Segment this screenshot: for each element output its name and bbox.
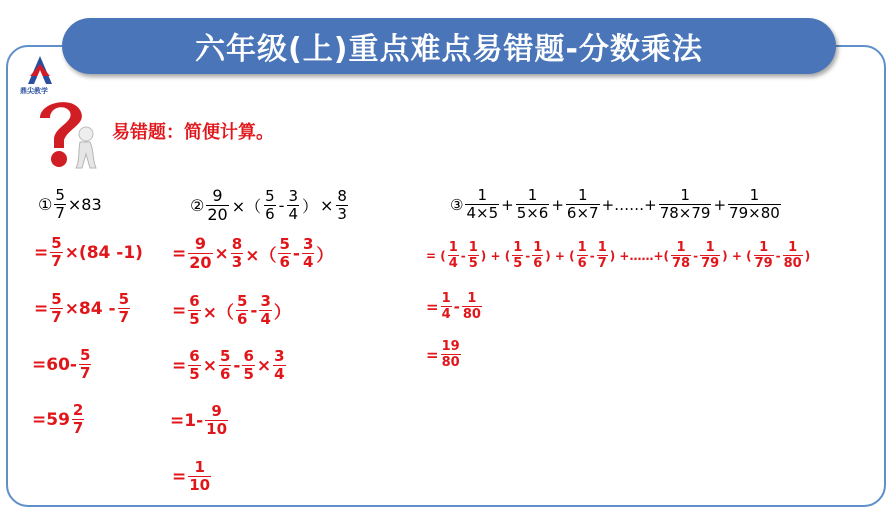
expr-text: 6 — [279, 253, 290, 271]
solution-3-step-2 — [426, 292, 484, 321]
fraction — [242, 349, 254, 382]
expr-text: 1 — [680, 186, 690, 204]
expr-text: 5 — [118, 290, 130, 308]
expr-text: = — [172, 300, 187, 321]
solution-1-step-3 — [32, 348, 93, 381]
expr-text: 7 — [51, 308, 62, 326]
expr-text: ) + ( — [722, 248, 752, 263]
content-frame — [6, 45, 886, 507]
expr-text: 1 — [788, 240, 798, 255]
expr-text: 5 — [55, 186, 65, 204]
solution-3-step-1 — [426, 241, 810, 270]
expr-text: - — [250, 300, 258, 321]
expr-text: 19 — [441, 339, 460, 354]
expr-text: ×83 — [67, 195, 102, 214]
expr-text: = — [172, 466, 187, 487]
fraction — [448, 241, 459, 270]
expr-text: 1 — [597, 240, 607, 255]
expr-text: - — [453, 297, 460, 316]
expr-text: 5 — [51, 234, 62, 252]
solution-2-step-4 — [170, 404, 230, 437]
fraction — [468, 241, 479, 270]
expr-text: 7 — [597, 256, 607, 271]
page-title: 六年级(上)重点难点易错题-分数乘法 — [195, 32, 703, 67]
problem-3 — [450, 188, 783, 221]
expr-text: 1 — [194, 458, 205, 476]
expr-text: = — [426, 345, 439, 364]
expr-text: 1 — [468, 240, 478, 255]
expr-text: ×（ — [245, 246, 277, 266]
expr-text: = — [34, 298, 49, 319]
expr-text: =60- — [32, 354, 77, 375]
expr-text: 5 — [243, 365, 254, 383]
fraction — [273, 349, 285, 382]
expr-text: + — [713, 195, 727, 214]
expr-text: =59 — [32, 409, 70, 430]
problem-1 — [38, 188, 102, 221]
expr-text: 1 — [441, 291, 451, 306]
expr-text: × — [214, 243, 229, 264]
solution-2-answer — [172, 460, 213, 493]
expr-text: 3 — [302, 235, 314, 253]
title-banner — [62, 18, 836, 74]
expr-text: 6 — [189, 347, 200, 365]
fraction — [597, 241, 608, 270]
expr-text: 79×80 — [729, 204, 780, 222]
solution-1-step-2 — [34, 292, 132, 325]
problem-marker: ② — [190, 196, 205, 215]
expr-text: 9 — [212, 186, 223, 205]
expr-text: =1- — [170, 410, 204, 431]
expr-text: × — [202, 355, 217, 376]
expr-text: 4 — [448, 256, 458, 271]
expr-text: 1 — [676, 240, 686, 255]
expr-text: 1 — [513, 240, 523, 255]
expr-text: 6×7 — [566, 204, 599, 222]
expr-text: 79 — [754, 256, 773, 271]
expr-text: 5 — [79, 346, 91, 364]
expr-text: 79 — [701, 256, 720, 271]
expr-text: 20 — [207, 205, 228, 224]
expr-text: = ( — [426, 248, 446, 263]
expr-text: 1 — [448, 240, 458, 255]
expr-text: - — [233, 355, 241, 376]
expr-text: - — [278, 196, 285, 215]
section-label: 易错题：简便计算。 — [112, 122, 274, 143]
fraction — [259, 294, 271, 327]
fraction — [671, 241, 691, 270]
expr-text: 5 — [236, 292, 248, 310]
fraction — [219, 349, 231, 382]
fraction — [188, 460, 211, 493]
expr-text: 5 — [265, 187, 275, 205]
fraction — [188, 294, 200, 327]
expr-text: 7 — [72, 419, 84, 437]
fraction — [287, 189, 299, 222]
fraction — [783, 241, 803, 270]
expr-text: ） — [302, 197, 319, 216]
expr-text: = — [34, 242, 49, 263]
expr-text: - — [460, 248, 466, 263]
expr-text: 9 — [211, 402, 222, 420]
fraction — [236, 294, 248, 327]
expr-text: 78 — [672, 256, 691, 271]
expr-text: 8 — [337, 187, 347, 205]
expr-text: 3 — [274, 347, 285, 365]
expr-text: 6 — [577, 256, 587, 271]
expr-text: ×（ — [202, 303, 234, 323]
fraction — [188, 349, 200, 382]
fraction — [50, 292, 62, 325]
expr-text: 5 — [513, 256, 523, 271]
expr-text: 80 — [783, 256, 802, 271]
expr-text: 7 — [118, 308, 130, 326]
expr-text: 4 — [441, 307, 451, 322]
fraction — [336, 189, 348, 222]
expr-text: 1 — [577, 240, 587, 255]
expr-text: 6 — [189, 292, 200, 310]
fraction — [532, 241, 543, 270]
expr-text: 6 — [219, 365, 231, 383]
expr-text: 1 — [477, 186, 488, 204]
expr-text: = — [172, 355, 187, 376]
expr-text: 10 — [206, 420, 228, 438]
expr-text: 4×5 — [466, 204, 499, 222]
expr-text: ) — [804, 248, 811, 263]
expr-text: 9 — [194, 234, 206, 253]
expr-text: 3 — [337, 205, 347, 223]
expr-text: - — [693, 248, 699, 263]
fraction — [302, 237, 314, 270]
fraction — [79, 348, 91, 381]
expr-text: 5 — [279, 235, 290, 253]
expr-text: × — [320, 196, 334, 215]
expr-text: 1 — [577, 186, 588, 204]
expr-text: 4 — [302, 253, 314, 271]
expr-text: ) +……+( — [609, 248, 669, 263]
fraction — [50, 236, 62, 269]
expr-text: 5 — [219, 347, 231, 365]
problem-marker: ③ — [450, 195, 464, 214]
expr-text: 80 — [462, 307, 481, 322]
expr-text: ） — [273, 303, 291, 323]
expr-text: = — [426, 297, 439, 316]
expr-text: ) + ( — [480, 248, 511, 263]
expr-text: 8 — [231, 235, 243, 253]
expr-text: = — [172, 243, 187, 264]
logo-caption: 鼎尖教学 — [20, 88, 48, 95]
expr-text: 6 — [236, 310, 248, 328]
expr-text: ) + ( — [545, 248, 575, 263]
fraction — [659, 188, 712, 221]
fraction — [72, 403, 84, 436]
expr-text: 20 — [189, 253, 212, 272]
fraction — [54, 188, 66, 221]
expr-text: 4 — [274, 365, 285, 383]
expr-text: ×(84 -1) — [64, 242, 143, 263]
expr-text: 5 — [51, 290, 62, 308]
expr-text: 10 — [189, 476, 211, 494]
problem-2 — [190, 188, 350, 223]
fraction — [566, 188, 600, 221]
expr-text: 5 — [189, 365, 200, 383]
expr-text: 80 — [441, 355, 460, 370]
fraction — [264, 189, 276, 222]
solution-3-answer — [426, 340, 463, 369]
solution-2-step-2 — [172, 294, 291, 327]
expr-text: 7 — [79, 364, 91, 382]
expr-text: 4 — [260, 310, 271, 328]
expr-text: 1 — [705, 240, 715, 255]
fraction — [462, 292, 482, 321]
fraction — [118, 292, 130, 325]
fraction — [206, 188, 228, 223]
fraction — [700, 241, 720, 270]
expr-text: 3 — [288, 187, 298, 205]
expr-text: - — [775, 248, 781, 263]
expr-text: 1 — [467, 291, 477, 306]
expr-text: + — [551, 195, 564, 214]
fraction — [754, 241, 774, 270]
expr-text: 1 — [533, 240, 543, 255]
fraction — [205, 404, 228, 437]
expr-text: ） — [316, 246, 334, 266]
expr-text: 1 — [527, 186, 538, 204]
expr-text: - — [292, 243, 300, 264]
fraction — [188, 236, 212, 271]
fraction — [512, 241, 523, 270]
expr-text: 3 — [231, 253, 243, 271]
solution-1-step-1 — [34, 236, 143, 269]
expr-text: - — [589, 248, 595, 263]
expr-text: 4 — [288, 205, 298, 223]
expr-text: ×（ — [231, 197, 262, 216]
expr-text: 5×6 — [516, 204, 549, 222]
expr-text: 1 — [749, 186, 760, 204]
expr-text: + — [501, 195, 514, 214]
expr-text: 3 — [260, 292, 271, 310]
expr-text: 5 — [468, 256, 478, 271]
fraction — [441, 340, 461, 369]
fraction — [278, 237, 290, 270]
expr-text: 78×79 — [659, 204, 711, 222]
expr-text: 1 — [759, 240, 769, 255]
expr-text: 6 — [265, 205, 275, 223]
expr-text: 6 — [533, 256, 543, 271]
expr-text: 5 — [189, 310, 200, 328]
expr-text: 7 — [51, 252, 62, 270]
expr-text: 2 — [72, 401, 84, 419]
expr-text: 7 — [55, 204, 65, 222]
question-mascot-icon — [30, 96, 102, 172]
solution-2-step-1 — [172, 236, 333, 271]
expr-text: - — [525, 248, 531, 263]
expr-text: × — [256, 355, 272, 376]
fraction — [231, 237, 243, 270]
fraction — [441, 292, 452, 321]
fraction — [516, 188, 550, 221]
fraction — [465, 188, 499, 221]
expr-text: ×84 - — [64, 298, 116, 319]
solution-1-answer — [32, 403, 86, 436]
solution-2-step-3 — [172, 349, 288, 382]
expr-text: +……+ — [601, 195, 657, 214]
fraction — [728, 188, 781, 221]
expr-text: 6 — [243, 347, 254, 365]
fraction — [577, 241, 588, 270]
problem-marker: ① — [38, 195, 53, 214]
